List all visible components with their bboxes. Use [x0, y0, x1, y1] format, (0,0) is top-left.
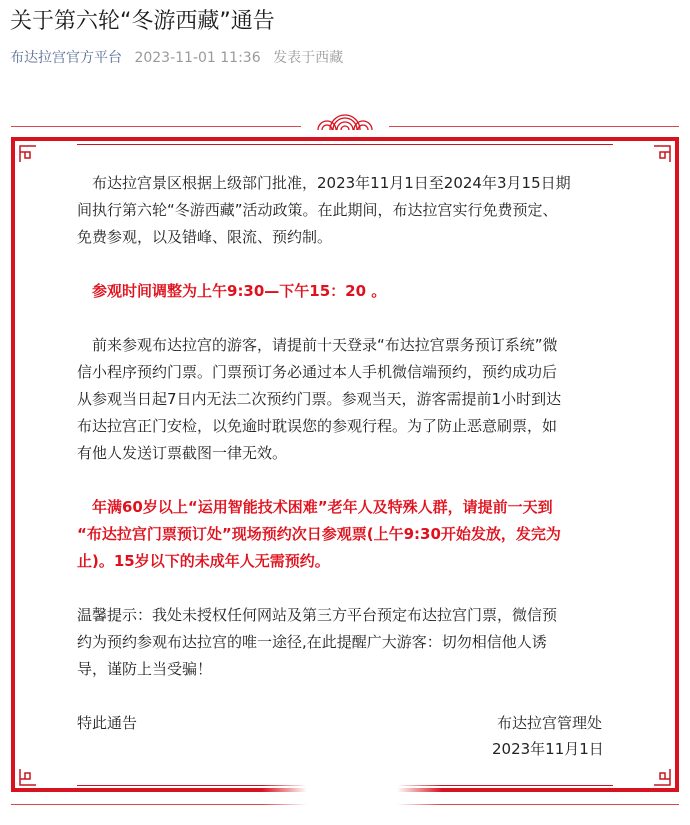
- text-line: 布达拉宫景区根据上级部门批准，2023年11月1日至2024年3月15日期: [77, 174, 571, 192]
- text-line: 导，谨防上当受骗！: [77, 660, 213, 678]
- corner-ornament-icon: [653, 768, 671, 786]
- corner-ornament-icon: [19, 145, 37, 163]
- text-line: 免费参观，以及错峰、限流、预约制。: [77, 228, 333, 246]
- text-line: 前来参观布达拉宫的游客，请提前十天登录“布达拉宫票务预订系统”微: [77, 336, 558, 354]
- corner-ornament-icon: [653, 145, 671, 163]
- text-line: 有他人发送订票截图一律无效。: [77, 444, 288, 462]
- publish-location: 发表于西藏: [273, 50, 344, 66]
- text-line: 参观时间调整为上午9:30—下午15：20 。: [77, 282, 387, 300]
- text-line: 布达拉宫正门安检，以免逾时耽误您的参观行程。为了防止恶意刷票，如: [77, 417, 558, 435]
- corner-ornament-icon: [19, 768, 37, 786]
- article-meta: [10, 47, 343, 67]
- text-line: 温馨提示：我处未授权任何网站及第三方平台预定布达拉宫门票，微信预: [77, 606, 558, 624]
- text-line: 约为预约参观布达拉宫的唯一途径,在此提醒广大游客：切勿相信他人诱: [77, 633, 547, 651]
- paragraph-policy: [77, 170, 617, 251]
- bottom-fade: [262, 782, 442, 808]
- cloud-ornament-icon: [312, 104, 378, 130]
- inner-top-line: [77, 144, 613, 145]
- paragraph-hours: [77, 278, 617, 305]
- article-title: 关于第六轮“冬游西藏”通告: [10, 9, 275, 34]
- author-link[interactable]: 布达拉宫官方平台: [10, 50, 122, 66]
- publish-datetime: 2023-11-01 11:36: [134, 50, 261, 66]
- signer: 布达拉宫管理处: [497, 714, 603, 732]
- notice-body: [77, 170, 617, 764]
- text-line: “布达拉宫门票预订处”现场预约次日参观票(上午9:30开始发放，发完为: [77, 525, 561, 543]
- text-line: 特此通告: [77, 714, 138, 732]
- paragraph-booking: [77, 332, 617, 467]
- text-line: 从参观当日起7日内无法二次预约门票。参观当天，游客需提前1小时到达: [77, 390, 562, 408]
- notice-date: 2023年11月1日: [492, 740, 604, 758]
- top-divider-right: [389, 126, 679, 127]
- text-line: 年满60岁以上“运用智能技术困难”老年人及特殊人群，请提前一天到: [77, 498, 553, 516]
- top-divider-left: [11, 126, 301, 127]
- paragraph-warning: [77, 602, 617, 683]
- paragraph-elderly: [77, 494, 617, 575]
- text-line: 信小程序预约门票。门票预订务必通过本人手机微信端预约，预约成功后: [77, 363, 558, 381]
- text-line: 止)。15岁以下的未成年人无需预约。: [77, 552, 330, 570]
- text-line: 间执行第六轮“冬游西藏”活动政策。在此期间，布达拉宫实行免费预定、: [77, 201, 558, 219]
